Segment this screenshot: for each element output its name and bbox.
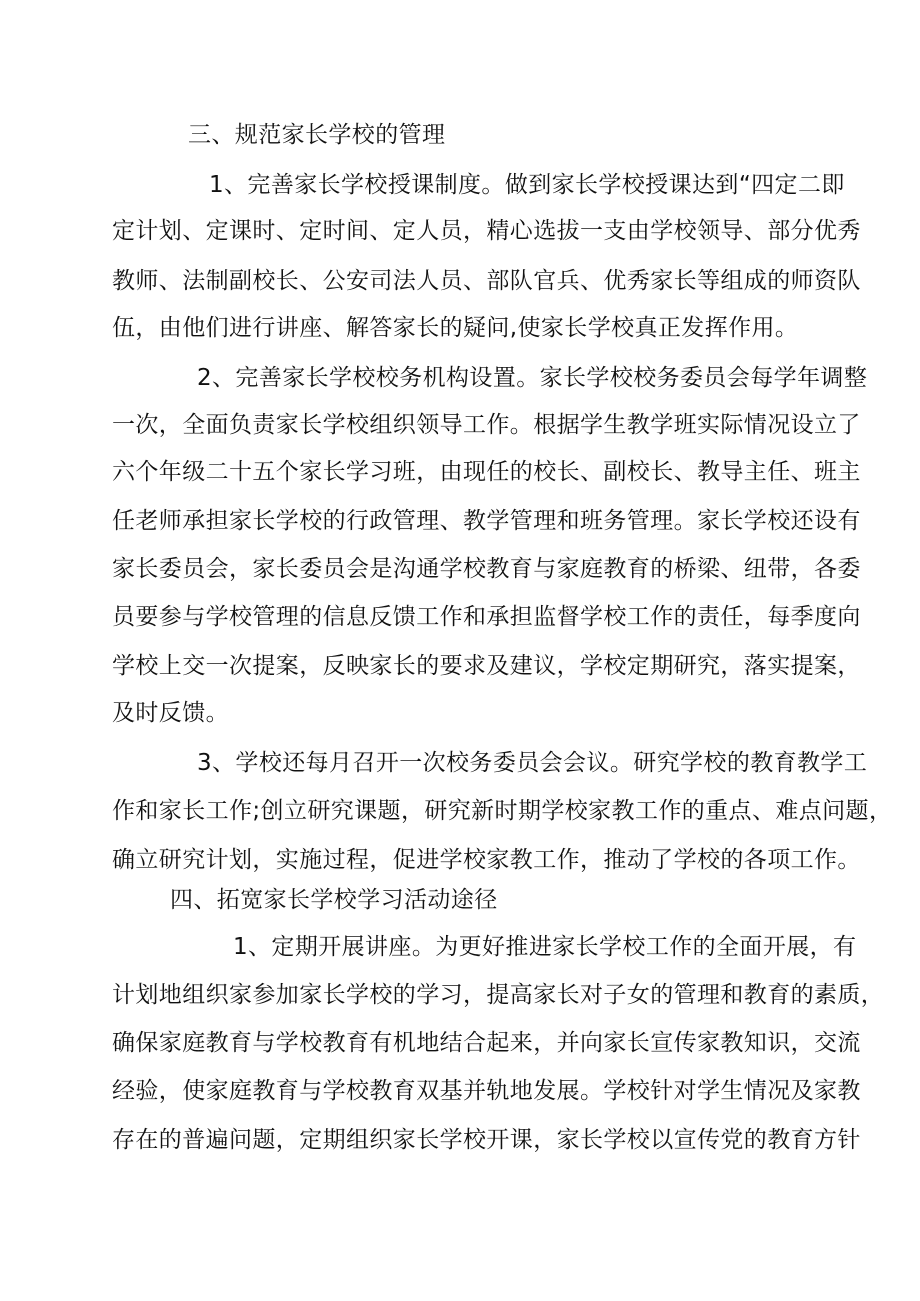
text-line: 家长委员会，家长委员会是沟通学校教育与家庭教育的桥梁、纽带，各委 (112, 556, 861, 582)
text-line: 一次，全面负责家长学校组织领导工作。根据学生教学班实际情况设立了 (112, 412, 861, 438)
text-line: 六个年级二十五个家长学习班，由现任的校长、副校长、教导主任、班主 (112, 459, 861, 485)
text-line: 及时反馈。 (112, 700, 229, 726)
text-line: 3、学校还每月召开一次校务委员会会议。研究学校的教育教学工 (197, 750, 868, 776)
text-line: 存在的普遍问题，定期组织家长学校开课，家长学校以宣传党的教育方针 (112, 1127, 861, 1153)
text-line: 伍，由他们进行讲座、解答家长的疑问,使家长学校真正发挥作用。 (112, 315, 799, 341)
text-line: 员要参与学校管理的信息反馈工作和承担监督学校工作的责任，每季度向 (112, 604, 861, 630)
text-line: 任老师承担家长学校的行政管理、教学管理和班务管理。家长学校还设有 (112, 508, 861, 534)
text-line: 计划地组织家参加家长学校的学习，提高家长对子女的管理和教育的素质， (112, 982, 885, 1008)
text-line: 2、完善家长学校校务机构设置。家长学校校务委员会每学年调整 (197, 365, 868, 391)
text-line: 确保家庭教育与学校教育有机地结合起来，并向家长宣传家教知识，交流 (112, 1030, 861, 1056)
text-line: 确立研究计划，实施过程，促进学校家教工作，推动了学校的各项工作。 (112, 847, 861, 873)
text-line: 教师、法制副校长、公安司法人员、部队官兵、优秀家长等组成的师资队 (112, 268, 861, 294)
text-line: 经验，使家庭教育与学校教育双基并轨地发展。学校针对学生情况及家教 (112, 1078, 861, 1104)
section-heading-4: 四、拓宽家长学校学习活动途径 (170, 887, 498, 913)
text-line: 1、定期开展讲座。为更好推进家长学校工作的全面开展，有 (233, 934, 857, 960)
text-line: 作和家长工作;创立研究课题，研究新时期学校家教工作的重点、难点问题， (112, 798, 893, 824)
text-line: 学校上交一次提案，反映家长的要求及建议，学校定期研究，落实提案， (112, 653, 861, 679)
text-line: 定计划、定课时、定时间、定人员，精心选拔一支由学校领导、部分优秀 (112, 218, 861, 244)
section-heading-3: 三、规范家长学校的管理 (188, 122, 446, 148)
text-line: 1、完善家长学校授课制度。做到家长学校授课达到“四定二即 (209, 172, 845, 198)
